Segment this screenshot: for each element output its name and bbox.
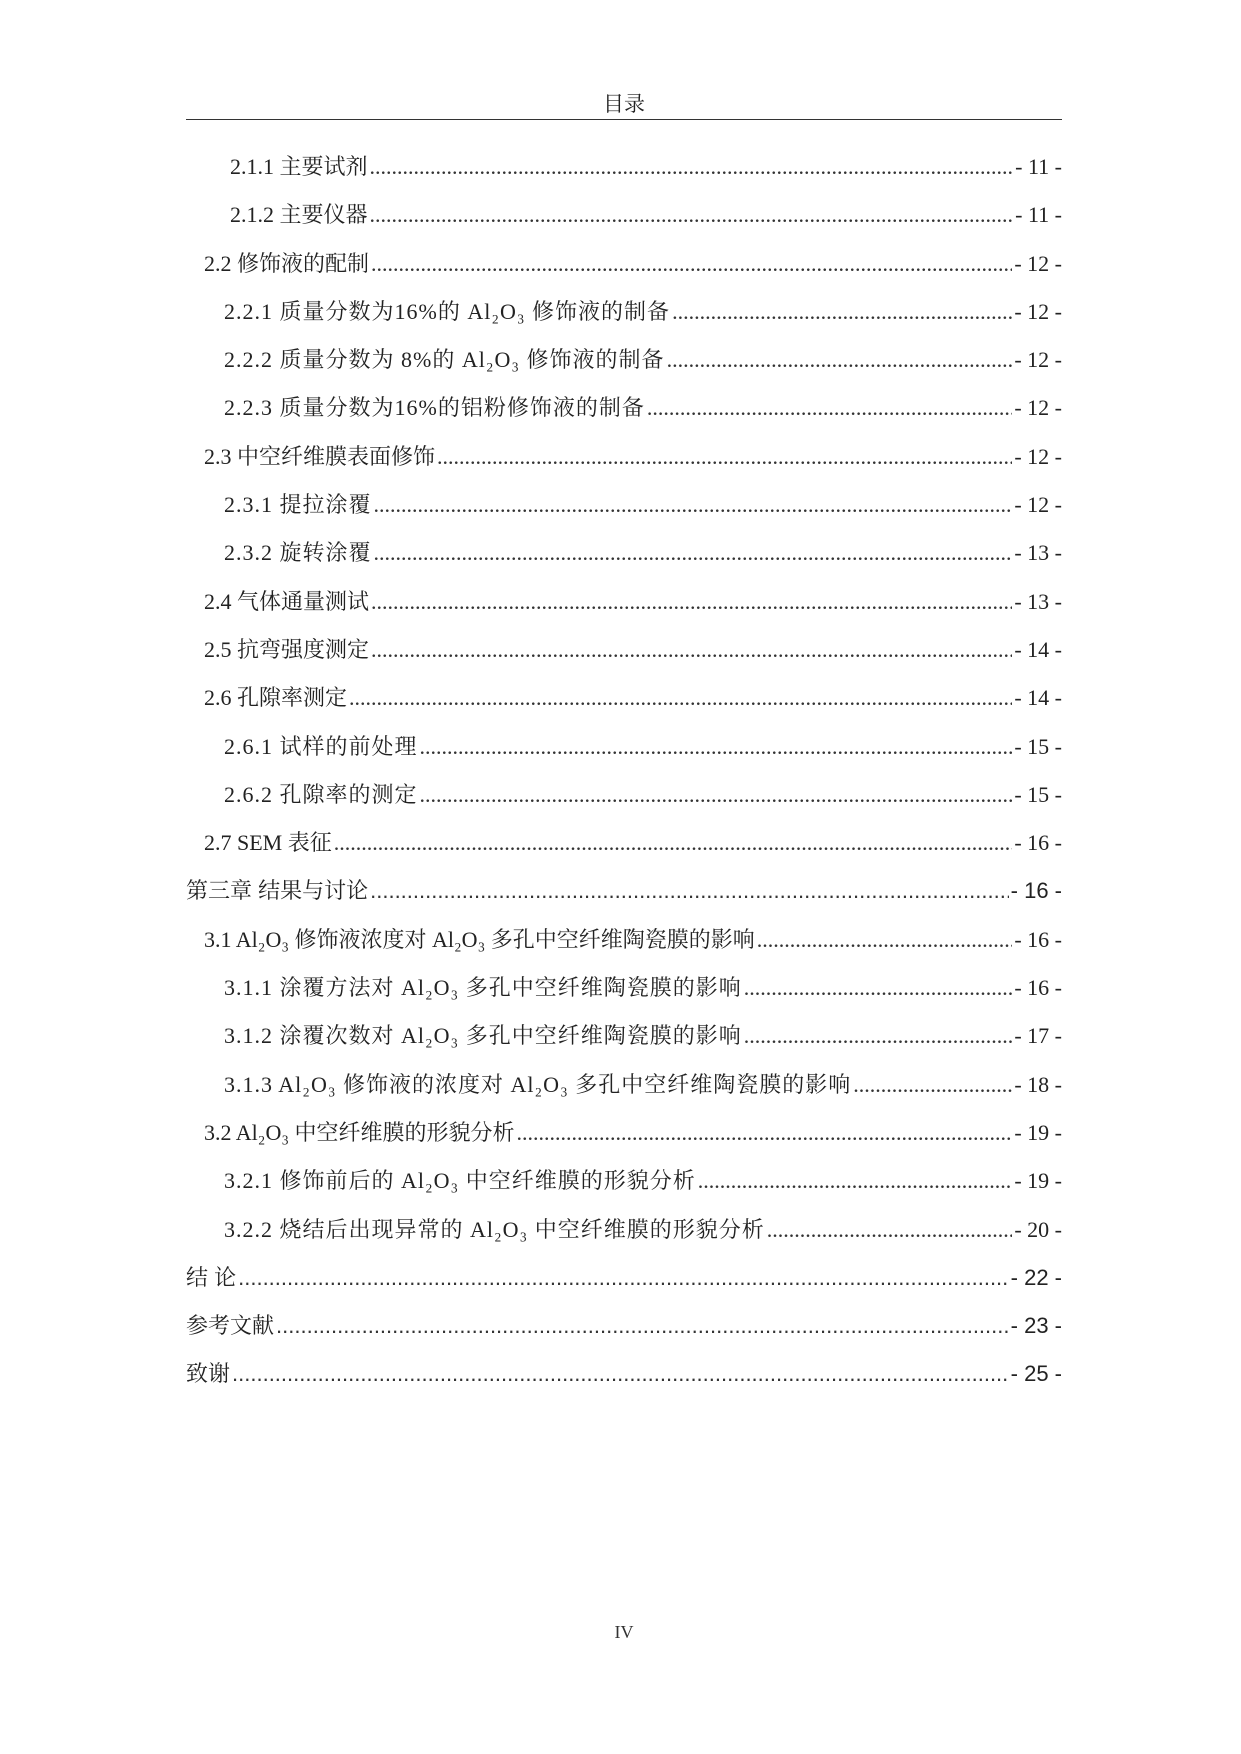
toc-entry-title: 参考文献: [186, 1313, 275, 1339]
toc-entry-title: 3.1.3 Al₂O₃ 修饰液的浓度对 Al₂O₃ 多孔中空纤维陶瓷膜的影响: [224, 1071, 852, 1097]
toc-entry-page: - 15 -: [1014, 733, 1062, 759]
toc-leader-dots: [370, 876, 1009, 906]
toc-entry-page: - 16 -: [1014, 975, 1062, 1001]
toc-entry-page: - 16 -: [1014, 830, 1062, 856]
toc-entry-page: - 13 -: [1014, 540, 1062, 566]
toc-entry-title: 2.3.2 旋转涂覆: [224, 540, 372, 566]
toc-entry-title: 2.3.1 提拉涂覆: [224, 492, 372, 518]
toc-leader-dots: [420, 780, 1013, 810]
toc-entry-page: - 12 -: [1014, 347, 1062, 373]
toc-entry-title: 第三章 结果与讨论: [186, 878, 369, 904]
toc-leader-dots: [374, 490, 1013, 520]
toc-entry[interactable]: [186, 1359, 1062, 1407]
toc-entry-page: - 14 -: [1014, 685, 1062, 711]
toc-entry[interactable]: [186, 876, 1062, 924]
toc-entry-page: - 11 -: [1015, 202, 1062, 228]
toc-entry-title: 2.2.2 质量分数为 8%的 Al₂O₃ 修饰液的制备: [224, 347, 665, 373]
toc-entry-page: - 13 -: [1014, 588, 1062, 614]
toc-entry-page: - 11 -: [1015, 154, 1062, 179]
toc-entry[interactable]: [186, 732, 1062, 780]
toc-leader-dots: [371, 249, 1012, 279]
toc-entry[interactable]: [186, 442, 1062, 490]
toc-leader-dots: [370, 200, 1014, 230]
toc-entry[interactable]: [186, 828, 1062, 876]
toc-entry[interactable]: [186, 297, 1062, 345]
toc-entry-title: 结 论: [186, 1264, 237, 1290]
toc-entry[interactable]: [186, 490, 1062, 538]
toc-entry[interactable]: [186, 1070, 1062, 1118]
toc-entry[interactable]: [186, 249, 1062, 297]
toc-entry-title: 3.1 Al₂O₃ 修饰液浓度对 Al₂O₃ 多孔中空纤维陶瓷膜的影响: [204, 926, 755, 952]
toc-entry-title: 2.4 气体通量测试: [204, 588, 370, 614]
toc-entry-title: 2.1.1 主要试剂: [230, 154, 368, 179]
toc-entry-title: 3.2 Al₂O₃ 中空纤维膜的形貌分析: [204, 1119, 515, 1145]
toc-leader-dots: [744, 973, 1013, 1003]
toc-entry-page: - 19 -: [1014, 1168, 1062, 1194]
toc-leader-dots: [370, 152, 1014, 182]
toc-leader-dots: [667, 345, 1013, 375]
toc-entry[interactable]: [186, 1021, 1062, 1069]
toc-entry-page: - 12 -: [1014, 492, 1062, 518]
toc-entry-page: - 15 -: [1014, 781, 1062, 807]
toc-entry-page: - 25 -: [1010, 1361, 1062, 1387]
toc-entry[interactable]: [186, 925, 1062, 973]
toc-entry-title: 2.6.1 试样的前处理: [224, 733, 418, 759]
toc-entry[interactable]: [186, 587, 1062, 635]
toc-leader-dots: [374, 538, 1013, 568]
header-rule: [186, 119, 1062, 120]
toc-entry[interactable]: [186, 393, 1062, 441]
toc-leader-dots: [647, 393, 1013, 423]
toc-entry-page: - 22 -: [1010, 1264, 1062, 1290]
toc-entry-page: - 16 -: [1014, 926, 1062, 952]
page-number: IV: [614, 1622, 634, 1642]
toc-leader-dots: [672, 297, 1012, 327]
toc-entry[interactable]: [186, 1263, 1062, 1311]
toc-entry-title: 2.7 SEM 表征: [204, 830, 332, 856]
toc-entry[interactable]: [186, 200, 1062, 248]
toc-leader-dots: [437, 442, 1012, 472]
toc-entry-page: - 23 -: [1010, 1313, 1062, 1339]
toc-entry-page: - 12 -: [1014, 250, 1062, 276]
toc-leader-dots: [238, 1263, 1009, 1293]
toc-entry[interactable]: [186, 345, 1062, 393]
toc-entry[interactable]: [186, 1311, 1062, 1359]
toc-entry[interactable]: [186, 1118, 1062, 1166]
toc-entry-page: - 20 -: [1014, 1216, 1062, 1242]
toc-leader-dots: [853, 1070, 1012, 1100]
toc-entry-page: - 18 -: [1014, 1071, 1062, 1097]
toc-entry-title: 2.6.2 孔隙率的测定: [224, 781, 418, 807]
toc-entry-page: - 12 -: [1014, 443, 1062, 469]
page-header-title: 目录: [603, 92, 645, 116]
toc-entry[interactable]: [186, 683, 1062, 731]
toc-leader-dots: [371, 587, 1012, 617]
toc-entry-title: 2.6 孔隙率测定: [204, 685, 348, 711]
toc-leader-dots: [371, 635, 1012, 665]
toc-entry-title: 3.2.1 修饰前后的 Al₂O₃ 中空纤维膜的形貌分析: [224, 1168, 696, 1194]
toc-leader-dots: [757, 925, 1013, 955]
toc-entry-page: - 12 -: [1014, 298, 1062, 324]
toc-entry[interactable]: [186, 538, 1062, 586]
toc-entry-title: 2.5 抗弯强度测定: [204, 636, 370, 662]
toc-entry-page: - 12 -: [1014, 395, 1062, 421]
toc-leader-dots: [232, 1359, 1009, 1389]
table-of-contents: [186, 152, 1062, 1408]
toc-entry-title: 2.2 修饰液的配制: [204, 250, 370, 276]
toc-leader-dots: [767, 1215, 1013, 1245]
toc-entry[interactable]: [186, 1215, 1062, 1263]
toc-entry-title: 2.2.3 质量分数为16%的铝粉修饰液的制备: [224, 395, 645, 421]
toc-leader-dots: [517, 1118, 1013, 1148]
toc-entry-title: 致谢: [186, 1361, 231, 1387]
toc-entry-page: - 16 -: [1010, 878, 1062, 904]
toc-entry-title: 2.1.2 主要仪器: [230, 202, 368, 228]
toc-entry[interactable]: [186, 780, 1062, 828]
toc-leader-dots: [334, 828, 1013, 858]
toc-leader-dots: [698, 1166, 1013, 1196]
toc-entry-title: 3.2.2 烧结后出现异常的 Al₂O₃ 中空纤维膜的形貌分析: [224, 1216, 765, 1242]
toc-entry-title: 2.3 中空纤维膜表面修饰: [204, 443, 436, 469]
toc-entry[interactable]: [186, 635, 1062, 683]
toc-entry[interactable]: [186, 973, 1062, 1021]
toc-entry-page: - 19 -: [1014, 1119, 1062, 1145]
toc-entry-title: 2.2.1 质量分数为16%的 Al₂O₃ 修饰液的制备: [224, 298, 671, 324]
toc-entry[interactable]: [186, 1166, 1062, 1214]
toc-entry-page: - 17 -: [1014, 1023, 1062, 1049]
toc-entry-title: 3.1.2 涂覆次数对 Al₂O₃ 多孔中空纤维陶瓷膜的影响: [224, 1023, 742, 1049]
toc-entry-page: - 14 -: [1014, 636, 1062, 662]
toc-leader-dots: [276, 1311, 1009, 1341]
toc-entry[interactable]: [186, 152, 1062, 200]
toc-entry-title: 3.1.1 涂覆方法对 Al₂O₃ 多孔中空纤维陶瓷膜的影响: [224, 975, 742, 1001]
toc-leader-dots: [349, 683, 1012, 713]
toc-leader-dots: [744, 1021, 1013, 1051]
toc-leader-dots: [420, 732, 1013, 762]
